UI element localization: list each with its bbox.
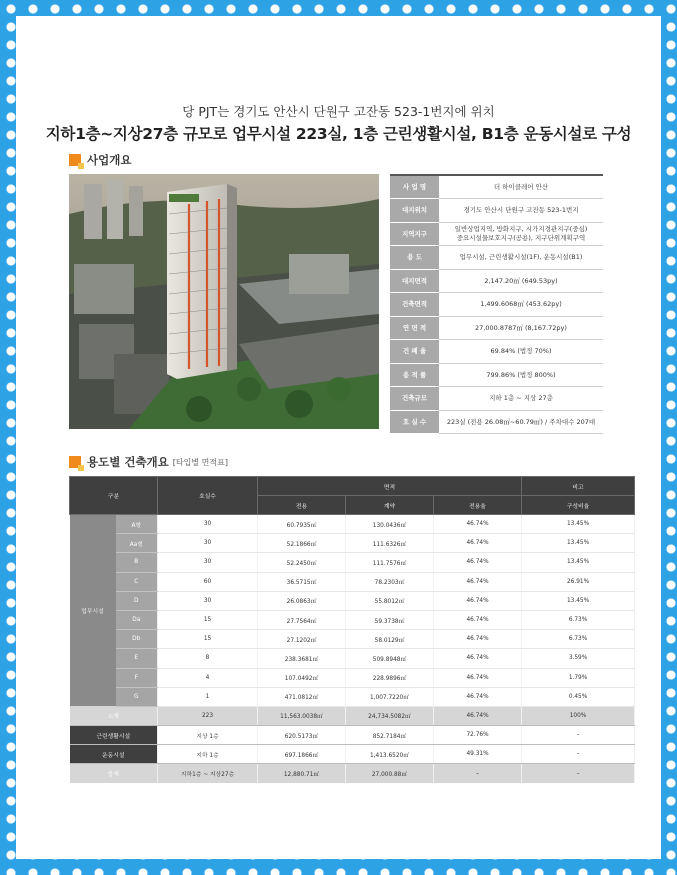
overview-label: 건축규모 (390, 387, 439, 411)
cell-rooms: 지하1층 ~ 지상27층 (158, 764, 258, 783)
overview-label: 지역지구 (390, 222, 439, 246)
section-spec-subtitle: [타입별 면적표] (172, 457, 228, 467)
subtotal-label: 소계 (70, 706, 158, 725)
cell-contract: 228.9896㎡ (346, 668, 434, 687)
cell-ratio: 46.74% (434, 572, 522, 591)
overview-label: 대지면적 (390, 269, 439, 293)
cell-exclusive: 12,880.71㎡ (258, 764, 346, 783)
overview-value-line: 중요시설물보호지구(공용), 지구단위계획구역 (456, 233, 586, 242)
cell-composition: 1.79% (522, 668, 635, 687)
cell-ratio: 46.74% (434, 649, 522, 668)
overview-label: 용 적 률 (390, 363, 439, 387)
cell-ratio: 46.74% (434, 610, 522, 629)
overview-label: 대지위치 (390, 199, 439, 223)
overview-value: 799.86% (법정 800%) (439, 363, 603, 387)
cell-composition: 3.59% (522, 649, 635, 668)
cell-rooms: 지상 1층 (158, 726, 258, 745)
cell-ratio: 46.74% (434, 553, 522, 572)
type-label: Da (116, 610, 158, 629)
section-square-icon (69, 154, 81, 166)
cell-rooms: 8 (158, 649, 258, 668)
cell-exclusive: 27.7564㎡ (258, 610, 346, 629)
type-label: G (116, 687, 158, 706)
table-row (70, 687, 635, 706)
cell-contract: 27,000.88㎡ (346, 764, 434, 783)
cell-contract: 852.7184㎡ (346, 726, 434, 745)
cell-exclusive: 52.2450㎡ (258, 553, 346, 572)
table-row (70, 630, 635, 649)
table-row (70, 534, 635, 553)
cell-contract: 55.8012㎡ (346, 591, 434, 610)
cell-ratio: 46.74% (434, 706, 522, 725)
cell-rooms: 15 (158, 630, 258, 649)
cell-composition: 26.91% (522, 572, 635, 591)
type-label: B (116, 553, 158, 572)
area-spec-table (69, 476, 635, 783)
overview-label: 건 폐 율 (390, 340, 439, 364)
cell-contract: 130.0436㎡ (346, 515, 434, 534)
cell-ratio: 49.31% (434, 745, 522, 764)
type-label: Aa형 (116, 534, 158, 553)
cell-rooms: 30 (158, 515, 258, 534)
section-overview-label: 사업개요 (87, 153, 132, 167)
type-label: D (116, 591, 158, 610)
overview-row (390, 410, 603, 434)
overview-value (439, 222, 603, 246)
overview-row (390, 269, 603, 293)
overview-row (390, 316, 603, 340)
cell-ratio: 46.74% (434, 687, 522, 706)
type-label: Db (116, 630, 158, 649)
table-row (70, 515, 635, 534)
table-row (70, 668, 635, 687)
cell-rooms: 30 (158, 553, 258, 572)
page (16, 16, 661, 859)
overview-row (390, 246, 603, 270)
cell-rooms: 223 (158, 706, 258, 725)
overview-row (390, 175, 603, 199)
cell-rooms: 4 (158, 668, 258, 687)
table-row (70, 610, 635, 629)
header-note: 비고 (522, 477, 635, 496)
table-row (70, 649, 635, 668)
table-row (70, 591, 635, 610)
cell-composition: – (522, 764, 635, 783)
cell-exclusive: 697.1866㎡ (258, 745, 346, 764)
cell-rooms: 15 (158, 610, 258, 629)
cell-exclusive: 52.1866㎡ (258, 534, 346, 553)
building-rendering-image (69, 174, 379, 429)
header-composition: 구성비율 (522, 496, 635, 515)
cell-contract: 111.7576㎡ (346, 553, 434, 572)
overview-value: 27,000.8787㎡ (8,167.72py) (439, 316, 603, 340)
project-overview-table (390, 174, 603, 434)
section-square-icon (69, 456, 81, 468)
overview-row (390, 387, 603, 411)
overview-value: 69.84% (법정 70%) (439, 340, 603, 364)
type-label: A형 (116, 515, 158, 534)
overview-row (390, 363, 603, 387)
intro-headline: 지하1층~지상27층 규모로 업무시설 223실, 1층 근린생활시설, B1층 운동시설로 구성 (45, 125, 632, 143)
cell-rooms: 30 (158, 534, 258, 553)
cell-exclusive: 471.0812㎡ (258, 687, 346, 706)
cell-rooms: 60 (158, 572, 258, 591)
cell-composition: 0.45% (522, 687, 635, 706)
cell-exclusive: 36.5715㎡ (258, 572, 346, 591)
cell-composition: 13.45% (522, 591, 635, 610)
cell-composition: 100% (522, 706, 635, 725)
cell-composition: 13.45% (522, 534, 635, 553)
cell-contract: 78.2303㎡ (346, 572, 434, 591)
overview-label: 건축면적 (390, 293, 439, 317)
overview-value: 지하 1층 ~ 지상 27층 (439, 387, 603, 411)
overview-label: 용 도 (390, 246, 439, 270)
overview-row (390, 293, 603, 317)
cell-contract: 1,413.6520㎡ (346, 745, 434, 764)
cell-contract: 1,007.7220㎡ (346, 687, 434, 706)
table-row-sports (70, 745, 635, 764)
type-label: E (116, 649, 158, 668)
overview-value: 2,147.20㎡ (649.53py) (439, 269, 603, 293)
cell-composition: 13.45% (522, 515, 635, 534)
building-rendering-svg (69, 174, 379, 429)
header-contract: 계약 (346, 496, 434, 515)
cell-ratio: – (434, 764, 522, 783)
overview-value: 223실 (전용 26.08㎡~60.79㎡) / 주차대수 207대 (439, 410, 603, 434)
cell-contract: 59.3738㎡ (346, 610, 434, 629)
overview-row (390, 222, 603, 246)
cell-exclusive: 11,563.0038㎡ (258, 706, 346, 725)
overview-row (390, 340, 603, 364)
retail-label: 근린생활시설 (70, 726, 158, 745)
header-rooms: 호실수 (158, 477, 258, 515)
cell-exclusive: 107.0492㎡ (258, 668, 346, 687)
header-division: 구분 (70, 477, 158, 515)
cell-composition: – (522, 726, 635, 745)
table-row-retail (70, 726, 635, 745)
cell-exclusive: 620.5173㎡ (258, 726, 346, 745)
header-area: 면적 (258, 477, 522, 496)
overview-value: 더 하이클레어 안산 (439, 175, 603, 199)
cell-contract: 111.6326㎡ (346, 534, 434, 553)
cell-ratio: 72.76% (434, 726, 522, 745)
cell-exclusive: 60.7935㎡ (258, 515, 346, 534)
overview-label: 연 면 적 (390, 316, 439, 340)
cell-rooms: 30 (158, 591, 258, 610)
cell-ratio: 46.74% (434, 668, 522, 687)
cell-contract: 509.8948㎡ (346, 649, 434, 668)
table-row-subtotal (70, 706, 635, 725)
cell-composition: – (522, 745, 635, 764)
section-overview-title (69, 152, 131, 168)
overview-value: 1,499.6068㎡ (453.62py) (439, 293, 603, 317)
cell-ratio: 46.74% (434, 534, 522, 553)
cell-composition: 13.45% (522, 553, 635, 572)
overview-value-line: 일반상업지역, 방화지구, 시가지경관지구(중심) (454, 225, 588, 234)
overview-label: 호 실 수 (390, 410, 439, 434)
cell-rooms: 지하 1층 (158, 745, 258, 764)
table-row (70, 553, 635, 572)
cell-ratio: 46.74% (434, 591, 522, 610)
cell-exclusive: 27.1202㎡ (258, 630, 346, 649)
cell-rooms: 1 (158, 687, 258, 706)
cell-composition: 6.73% (522, 610, 635, 629)
overview-value: 업무시설, 근린생활시설(1F), 운동시설(B1) (439, 246, 603, 270)
section-spec-title (69, 454, 228, 470)
section-spec-label: 용도별 건축개요 (87, 455, 169, 469)
header-exclusive: 전용 (258, 496, 346, 515)
sports-label: 운동시설 (70, 745, 158, 764)
cell-ratio: 46.74% (434, 515, 522, 534)
cell-contract: 58.0129㎡ (346, 630, 434, 649)
cell-exclusive: 238.3681㎡ (258, 649, 346, 668)
group-label-office: 업무시설 (70, 515, 116, 707)
cell-exclusive: 26.0863㎡ (258, 591, 346, 610)
table-row-total (70, 764, 635, 783)
overview-label: 사 업 명 (390, 175, 439, 199)
overview-value: 경기도 안산시 단원구 고잔동 523-1번지 (439, 199, 603, 223)
total-label: 합계 (70, 764, 158, 783)
table-row (70, 572, 635, 591)
type-label: F (116, 668, 158, 687)
type-label: C (116, 572, 158, 591)
intro-location-text: 당 PJT는 경기도 안산시 단원구 고잔동 523-1번지에 위치 (182, 104, 495, 119)
cell-ratio: 46.74% (434, 630, 522, 649)
header-ratio: 전용율 (434, 496, 522, 515)
overview-row (390, 199, 603, 223)
cell-composition: 6.73% (522, 630, 635, 649)
cell-contract: 24,734.5082㎡ (346, 706, 434, 725)
